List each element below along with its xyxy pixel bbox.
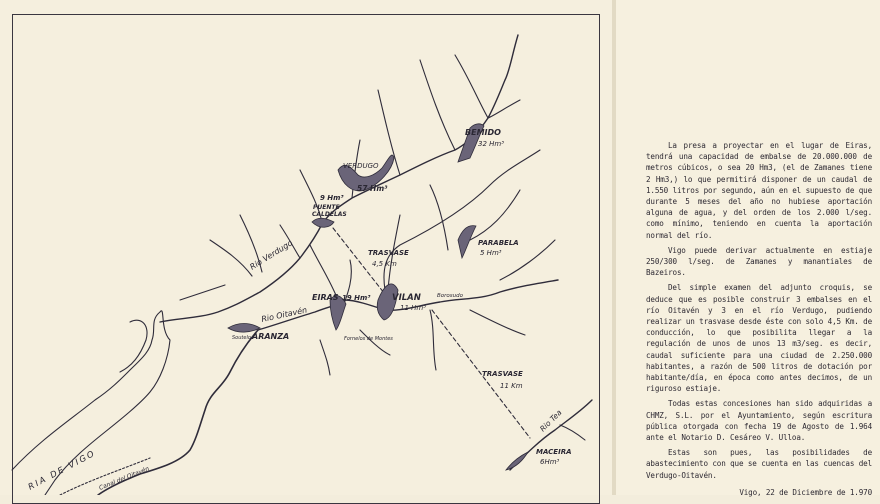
- label-rio-verdugo: Rio Verdugo: [248, 238, 295, 272]
- label-vilan: VILAN: [392, 293, 421, 303]
- label-bemido-cap: 32 Hm³: [478, 140, 505, 148]
- reservoir-puente-caldelas: [312, 218, 334, 227]
- label-eiras: EIRAS: [312, 293, 339, 302]
- label-verdugo-cap: 57 Hm³: [357, 184, 388, 193]
- label-canal-oitaven: Canal del Oitavén: [98, 465, 151, 492]
- memo-text: [646, 140, 872, 502]
- label-puente-caldelas: PUENTE: [313, 204, 340, 211]
- memo-paragraph-4: Todas estas concesiones han sido adquiridas a CHMZ, S.L. por el Ayuntamiento, según escritura pública otorgada con fecha 19 de Agosto de 1.964 ante el Notario D. Cesáreo V. Ulloa.: [646, 399, 872, 443]
- memo-paragraph-2: Vigo puede derivar actualmente en estiaje 250/300 l/seg. de Zamanes y manantiales de Bazeiros.: [646, 245, 872, 278]
- label-bordeuga: Borosudo: [437, 293, 463, 299]
- label-verdugo-res: VERDUGO: [343, 162, 379, 170]
- label-fornelos: Fornelos de Montes: [344, 336, 393, 342]
- reservoir-aranza: [228, 324, 260, 333]
- reservoir-maceira: [506, 452, 528, 470]
- memo-paragraph-3: Del simple examen del adjunto croquis, se deduce que es posible construir 3 embalses en el río Oitavén y 3 en el río Verdugo, pudiendo realizar un trasvase desde éste con solo 4,5 Km. de conducción, lo que posibilita llegar a la regulación de unos de unos 13 m3/seg. es decir, caudal suficiente para una ciudad de 2.250.000 habitantes, a razón de 500 litros de dotación por habitante/día, en época como antes decimos, de un riguroso estiaje.: [646, 283, 872, 394]
- memo-signature: Vigo, 22 de Diciembre de 1.970: [739, 487, 872, 497]
- label-parabela: PARABELA: [478, 239, 519, 247]
- memo-paragraph-1: La presa a proyectar en el lugar de Eiras, tendrá una capacidad de embalse de 20.000.000 de metros cúbicos, o sea 20 Hm3, (el de Zamanes tiene 2 Hm3,) lo que permitirá disponer de un caudal de 1.550 litros por segundo, aún en el supuesto de que durante 5 meses del año no hubiese aportación alguna de agua, y del orden de los 2.000 l/seg. como mínimo, teniendo en cuenta la aportación normal del río.: [646, 141, 872, 240]
- label-trasvase-2-len: 11 Km: [500, 382, 523, 390]
- label-trasvase-1-len: 4,5 Km: [372, 260, 397, 268]
- label-maceira: MACEIRA: [536, 448, 572, 456]
- label-rio-oitaven: Rio Oitavén: [260, 305, 308, 324]
- river-verdugo: [160, 35, 518, 322]
- label-bemido: BEMIDO: [465, 128, 501, 137]
- label-trasvase-1: TRASVASE: [368, 249, 409, 257]
- label-ria-vigo: RIA DE VIGO: [26, 448, 98, 493]
- label-maceira-cap: 6Hm³: [540, 458, 560, 466]
- river-oitaven-lower: [98, 330, 258, 495]
- label-parabela-cap: 5 Hm³: [480, 249, 502, 257]
- label-aranza: ARANZA: [252, 332, 290, 341]
- label-puente-caldelas-2: CALDELAS: [312, 211, 347, 218]
- label-soutelo: Soutelo: [232, 335, 251, 341]
- memo-paragraph-5: Estas son pues, las posibilidades de abastecimiento con que se cuenta en las cuencas del Verdugo-Oitavén.: [646, 448, 872, 480]
- reservoir-parabela: [458, 226, 476, 258]
- label-rio-tea: Rio Tea: [538, 407, 564, 434]
- label-vilan-cap: 11 Hm³: [400, 304, 427, 312]
- label-eiras-cap: 19 Hm³: [342, 294, 371, 302]
- label-puente-caldelas-cap: 9 Hm³: [320, 194, 344, 202]
- label-trasvase-2: TRASVASE: [482, 370, 523, 378]
- coastline-inner: [120, 320, 147, 372]
- map-labels: [27, 128, 572, 493]
